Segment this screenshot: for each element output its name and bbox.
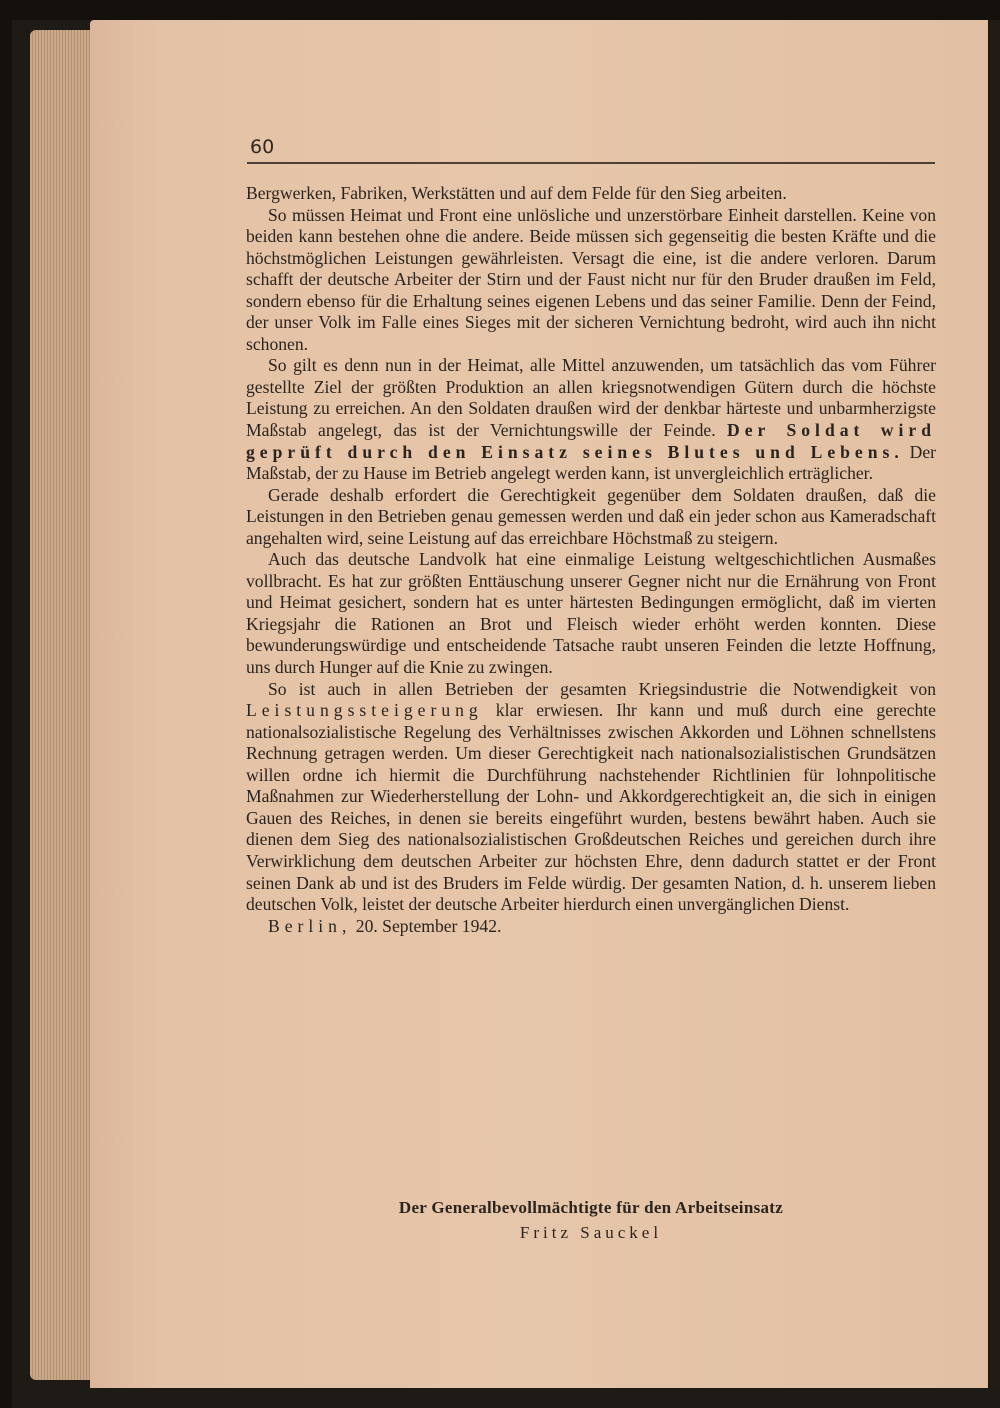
paragraph-6-text-c: klar erwiesen. Ihr kann und muß durch eine gerechte nationalsozialistische Regelung des Verhältnisses zwischen Akkorden und Löhnen schnellstens Rechnung getragen werden. Um dieser Gerechtigkeit nach nationalsozialistischen Grundsätzen willen ordne ich hiermit die Durchführung nachstehender Richtlinien für lohnpolitische Maßnahmen zur Wiederherstellung der Lohn- und Akkordgerechtigkeit an, die sich in einigen Gauen des Reiches, in denen sie bereits eingeführt wurden, bestens bewährt haben. Auch sie dienen dem Sieg des nationalsozialistischen Großdeutschen Reiches und gereichen durch ihre Verwirklichung dem deutschen Arbeiter zur höchsten Ehre, denn dadurch stattet er der Front seinen Dank ab und ist des Bruders im Felde würdig. Der gesamten Nation, d. h. unserem lieben deutschen Volk, leistet der deutsche Arbeiter hierdurch einen unvergänglichen Dienst. (246, 700, 936, 915)
paragraph-5: Auch das deutsche Landvolk hat eine einmalige Leistung weltgeschichtlichen Ausmaßes vollbracht. Es hat zur größten Enttäuschung unserer Gegner nicht nur die Ernährung von Front und Heimat gesichert, sondern hat es unter härtesten Bedingungen ermöglicht, daß im vierten Kriegsjahr die Rationen an Brot und Fleisch wieder erhöht werden konnten. Diese bewunderungswürdige und entscheidende Tatsache raubt unseren Feinden die letzte Hoffnung, uns durch Hunger auf die Knie zu zwingen. (246, 549, 936, 678)
page-number: 60 (250, 136, 275, 158)
paragraph-6-text-a: So ist auch in allen Betrieben der gesamten Kriegsindustrie die Notwendigkeit von (268, 678, 936, 699)
paragraph-3-emphasis: Der Soldat wird geprüft durch den Einsatz seines Blutes und Lebens. (246, 420, 936, 462)
body-text (246, 183, 936, 937)
signature-organization: Der Generalbevollmächtigte für den Arbeitseinsatz (398, 1198, 784, 1217)
dateline (246, 916, 936, 938)
signature-name: Fritz Sauckel (519, 1223, 663, 1242)
paragraph-3-text-a: So gilt es denn nun in der Heimat, alle Mittel anzuwenden, um tatsächlich das vom Führer gestellte Ziel der größten Produktion an allen kriegsnotwendigen Gütern durch die höchste Leistung zu erreichen. An den Soldaten draußen wird der denkbar härteste und unbarmherzigste Maßstab angelegt, das ist der Vernichtungswille der Feinde. (246, 355, 936, 441)
binding-shadow (986, 20, 1000, 1388)
paragraph-4: Gerade deshalb erfordert die Gerechtigkeit gegenüber dem Soldaten draußen, daß die Leistungen in den Betrieben genau gemessen werden und daß ein jeder schon aus Kameradschaft angehalten wird, seine Leistung auf das erreichbare Höchstmaß zu steigern. (246, 484, 936, 548)
signature-block (246, 1198, 936, 1243)
dateline-date: 20. September 1942. (355, 915, 502, 936)
paragraph-1: Bergwerken, Fabriken, Werkstätten und auf dem Felde für den Sieg arbeiten. (246, 183, 787, 203)
paragraph-2: So müssen Heimat und Front eine unlösliche und unzerstörbare Einheit darstellen. Keine von beiden kann bestehen ohne die andere. Beide müssen sich gegenseitig die besten Kräfte und die höchstmöglichen Leistungen gewährleisten. Versagt die eine, ist die andere verloren. Darum schafft der deutsche Arbeiter der Stirn und der Faust nicht nur für den Bruder draußen im Feld, sondern ebenso für die Erhaltung seines eigenen Lebens und das seiner Familie. Denn der Feind, der unser Volk im Falle eines Sieges mit der sicheren Vernichtung bedroht, wird auch ihn nicht schonen. (246, 204, 936, 354)
header-rule (247, 162, 935, 164)
paragraph-6-emphasis: Leistungssteigerung (246, 700, 483, 721)
dateline-city: Berlin, (268, 915, 352, 936)
paragraph-6 (246, 679, 936, 916)
paragraph-3-text-c: Der Maßstab, der zu Hause im Betrieb angelegt werden kann, ist unvergleichlich erträglicher. (246, 441, 936, 484)
paragraph-3 (246, 355, 936, 484)
